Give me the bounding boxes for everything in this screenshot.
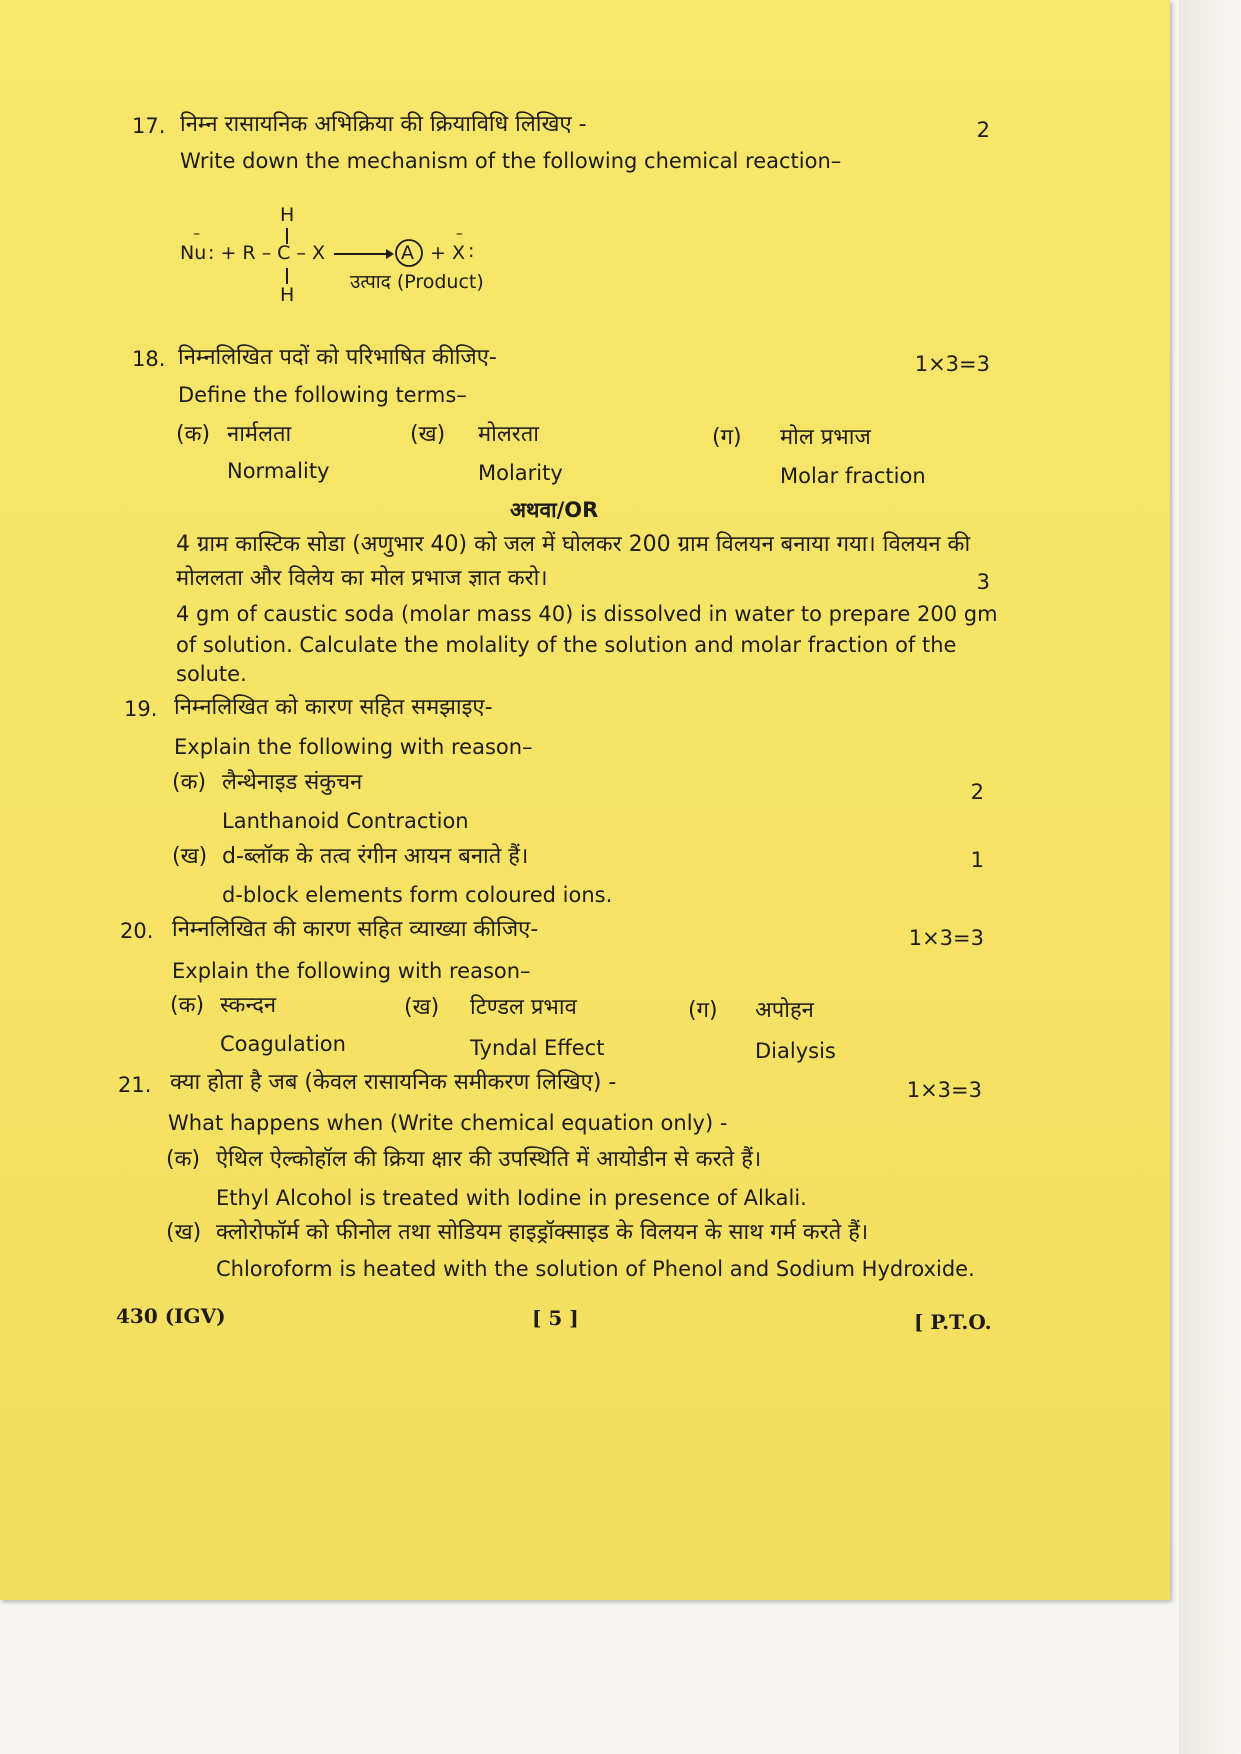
- q21-item-a-hindi: ऐथिल ऐल्कोहॉल की क्रिया क्षार की उपस्थिति में आयोडीन से करते हैं।: [216, 1147, 762, 1172]
- q21-hindi: क्या होता है जब (केवल रासायनिक समीकरण लिखिए) -: [170, 1070, 617, 1095]
- q21-item-a-english: Ethyl Alcohol is treated with Iodine in presence of Alkali.: [216, 1186, 807, 1210]
- q19-item-a-english: Lanthanoid Contraction: [222, 809, 469, 833]
- q17-hindi: निम्न रासायनिक अभिक्रिया की क्रियाविधि लिखिए -: [180, 112, 587, 137]
- q20-item-b-hindi: टिण्डल प्रभाव: [470, 995, 577, 1020]
- q18-or-hindi-line1: 4 ग्राम कास्टिक सोडा (अणुभार 40) को जल में घोलकर 200 ग्राम विलयन बनाया गया। विलयन की: [176, 532, 971, 557]
- q19-item-a-mark: (क): [172, 770, 207, 795]
- eq-product-label: उत्पाद (Product): [350, 271, 484, 293]
- q21-english: What happens when (Write chemical equation only) -: [168, 1111, 728, 1135]
- q21-item-a-mark: (क): [166, 1147, 201, 1172]
- q20-item-c-mark: (ग): [688, 998, 718, 1023]
- eq-plus-x: + X: [430, 242, 465, 264]
- q20-item-a-mark: (क): [170, 993, 205, 1018]
- q17-number: 17.: [132, 114, 166, 138]
- pto-label: [ P.T.O.: [914, 1310, 992, 1334]
- q18-or-marks: 3: [976, 570, 990, 594]
- q20-english: Explain the following with reason–: [172, 959, 531, 983]
- q21-number: 21.: [118, 1073, 152, 1097]
- eq-product-letter: A: [401, 242, 414, 264]
- q18-item-b-hindi: मोलरता: [478, 422, 540, 447]
- q18-hindi: निम्नलिखित पदों को परिभाषित कीजिए-: [178, 345, 497, 370]
- page-number: [ 5 ]: [532, 1306, 579, 1330]
- q19-item-a-marks: 2: [970, 780, 984, 804]
- eq-arrow-icon: [332, 242, 394, 266]
- q18-item-a-english: Normality: [227, 459, 330, 483]
- eq-h-bottom: H: [280, 284, 295, 306]
- q18-or-english-line1: 4 gm of caustic soda (molar mass 40) is dissolved in water to prepare 200 gm: [176, 602, 998, 626]
- q19-item-b-mark: (ख): [172, 844, 208, 869]
- q18-item-c-english: Molar fraction: [780, 464, 926, 488]
- q18-item-b-english: Molarity: [478, 461, 563, 485]
- q18-item-c-hindi: मोल प्रभाज: [780, 425, 871, 450]
- q18-item-b-mark: (ख): [410, 422, 446, 447]
- q18-or-hindi-line2: मोललता और विलेय का मोल प्रभाज ज्ञात करो।: [176, 566, 548, 591]
- q19-item-a-hindi: लैन्थेनाइड संकुचन: [222, 770, 363, 795]
- q18-item-c-mark: (ग): [712, 425, 742, 450]
- q18-item-a-hindi: नार्मलता: [227, 422, 292, 447]
- q19-number: 19.: [124, 697, 158, 721]
- q20-item-a-hindi: स्कन्दन: [220, 993, 277, 1018]
- q21-item-b-hindi: क्लोरोफॉर्म को फीनोल तथा सोडियम हाइड्रॉक्साइड के विलयन के साथ गर्म करते हैं।: [216, 1220, 869, 1245]
- q18-english: Define the following terms–: [178, 383, 467, 407]
- eq-bond-bottom: [282, 266, 292, 286]
- q17-equation: [180, 204, 546, 326]
- q20-marks: 1×3=3: [908, 926, 984, 950]
- q18-or-english-line3: solute.: [176, 662, 247, 686]
- q19-english: Explain the following with reason–: [174, 735, 533, 759]
- eq-x-colon: :: [468, 240, 475, 262]
- q17-marks: 2: [976, 118, 990, 142]
- q17-english: Write down the mechanism of the following chemical reaction–: [180, 149, 842, 173]
- q18-number: 18.: [132, 347, 166, 371]
- q21-item-b-english: Chloroform is heated with the solution of Phenol and Sodium Hydroxide.: [216, 1257, 975, 1281]
- q19-item-b-hindi: d-ब्लॉक के तत्व रंगीन आयन बनाते हैं।: [222, 844, 529, 869]
- q20-item-c-hindi: अपोहन: [755, 998, 814, 1023]
- q21-item-b-mark: (ख): [166, 1220, 202, 1245]
- q19-item-b-english: d-block elements form coloured ions.: [222, 883, 613, 907]
- q20-item-a-english: Coagulation: [220, 1032, 346, 1056]
- q18-marks: 1×3=3: [914, 352, 990, 376]
- q18-or-english-line2: of solution. Calculate the molality of the solution and molar fraction of the: [176, 633, 957, 657]
- eq-nu: Nu: [180, 242, 207, 264]
- q20-item-c-english: Dialysis: [755, 1039, 836, 1063]
- q20-hindi: निम्नलिखित की कारण सहित व्याख्या कीजिए-: [172, 917, 539, 942]
- q19-item-b-marks: 1: [970, 848, 984, 872]
- eq-h-top: H: [280, 204, 295, 226]
- q18-or-label: अथवा/OR: [510, 498, 599, 522]
- paper-code: 430 (IGV): [116, 1304, 226, 1328]
- eq-r-c-x: : + R – C – X: [208, 242, 326, 264]
- eq-x-charge: –: [456, 226, 463, 242]
- q21-marks: 1×3=3: [906, 1078, 982, 1102]
- q20-item-b-mark: (ख): [404, 995, 440, 1020]
- q18-item-a-mark: (क): [176, 422, 211, 447]
- q19-hindi: निम्नलिखित को कारण सहित समझाइए-: [174, 695, 493, 720]
- q20-number: 20.: [120, 919, 154, 943]
- background-page-edge: [1179, 0, 1241, 1754]
- eq-nu-charge: –: [193, 226, 200, 242]
- q20-item-b-english: Tyndal Effect: [470, 1036, 605, 1060]
